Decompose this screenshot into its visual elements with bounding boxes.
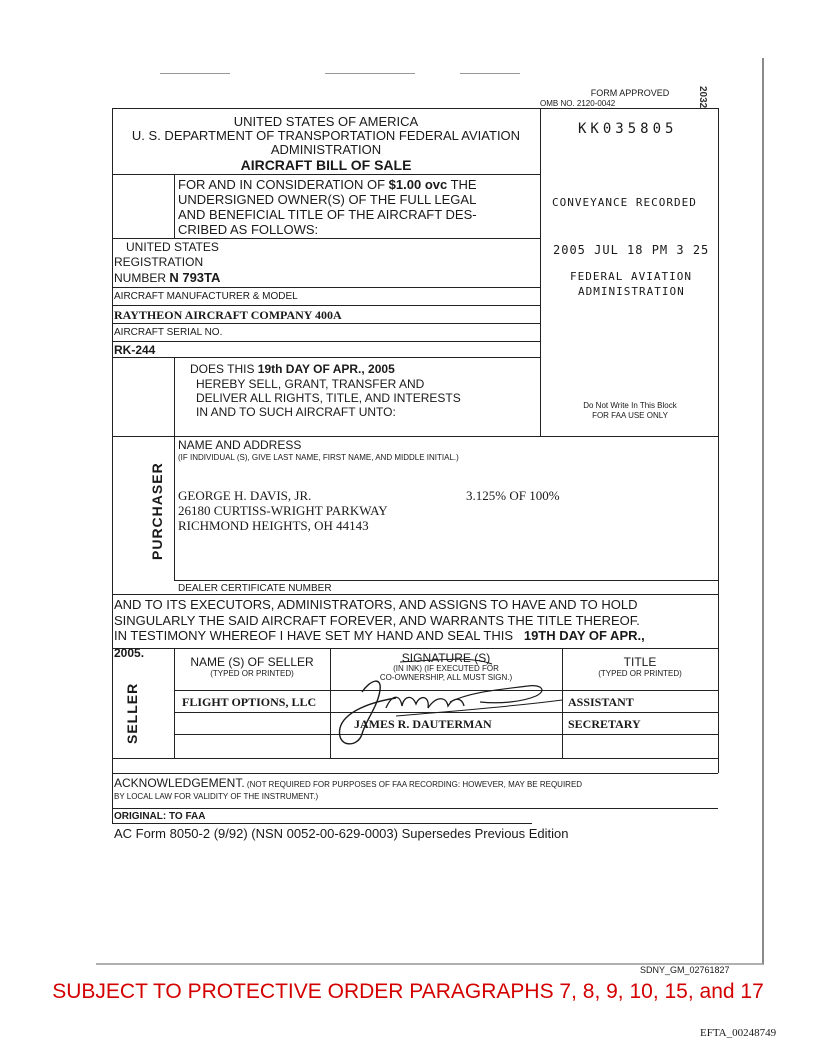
sale-clause-line-1: [190, 362, 395, 376]
consideration-amount: $1.00 ovc: [388, 177, 448, 192]
title-col-sub: (TYPED OR PRINTED): [598, 669, 682, 678]
scan-mark: [325, 73, 415, 74]
acknowledgement-note-2: BY LOCAL LAW FOR VALIDITY OF THE INSTRUMENT.): [114, 792, 319, 801]
agency-line-2: U. S. DEPARTMENT OF TRANSPORTATION FEDERAL AVIATION: [131, 128, 521, 143]
signature-col-sub-1: (IN INK) (IF EXECUTED FOR: [393, 664, 499, 673]
testimony-date: 19TH DAY OF APR.,: [523, 628, 645, 643]
form-approved-label: FORM APPROVED: [590, 88, 670, 98]
acknowledgement-line-1: [114, 776, 582, 790]
form-title: AIRCRAFT BILL OF SALE: [240, 157, 412, 173]
registration-label-3: NUMBER: [114, 271, 170, 285]
sale-clause-line-3: DELIVER ALL RIGHTS, TITLE, AND INTERESTS: [196, 391, 461, 405]
testimony-prefix: IN TESTIMONY WHEREOF I HAVE SET MY HAND AND SEAL THIS: [114, 628, 513, 643]
side-code: 2032: [697, 86, 708, 109]
handwritten-signature: [300, 650, 580, 755]
signature-col-sub-2: CO-OWNERSHIP, ALL MUST SIGN.): [379, 673, 513, 682]
purchaser-share: 3.125% OF 100%: [466, 488, 560, 503]
consideration-line-1: [178, 177, 477, 192]
consideration-line-3: AND BENEFICIAL TITLE OF THE AIRCRAFT DES-: [178, 207, 477, 222]
sale-clause-line-2: HEREBY SELL, GRANT, TRANSFER AND: [196, 377, 425, 391]
purchaser-name: GEORGE H. DAVIS, JR.: [178, 488, 312, 503]
purchaser-name-hint: (IF INDIVIDUAL (S), GIVE LAST NAME, FIRST NAME, AND MIDDLE INITIAL.): [178, 453, 459, 462]
agency-line-1: UNITED STATES OF AMERICA: [233, 114, 419, 129]
signature-col-header: SIGNATURE (S): [401, 651, 491, 665]
purchaser-name-label: NAME AND ADDRESS: [178, 438, 302, 452]
dealer-certificate-label: DEALER CERTIFICATE NUMBER: [178, 583, 332, 594]
protective-order-notice: SUBJECT TO PROTECTIVE ORDER PARAGRAPHS 7, 8, 9, 10, 15, and 17: [52, 980, 764, 1003]
manufacturer-value: RAYTHEON AIRCRAFT COMPANY 400A: [114, 308, 342, 322]
faa-block-line-2: FOR FAA USE ONLY: [592, 411, 668, 420]
acknowledgement-label: ACKNOWLEDGEMENT.: [114, 776, 245, 790]
serial-value: RK-244: [114, 343, 156, 357]
stamp-faa-line-1: FEDERAL AVIATION: [570, 270, 692, 283]
manufacturer-label: AIRCRAFT MANUFACTURER & MODEL: [114, 291, 298, 302]
registration-label-2: REGISTRATION: [114, 255, 204, 269]
original-to-faa: ORIGINAL: TO FAA: [114, 811, 206, 822]
omb-number: OMB NO. 2120-0042: [540, 99, 616, 108]
purchaser-address-2: RICHMOND HEIGHTS, OH 44143: [178, 518, 369, 533]
consideration-line-4: CRIBED AS FOLLOWS:: [178, 222, 319, 237]
seller-name-col-sub: (TYPED OR PRINTED): [210, 669, 294, 678]
acknowledgement-note-1: (NOT REQUIRED FOR PURPOSES OF FAA RECORDING: HOWEVER, MAY BE REQUIRED: [244, 780, 583, 789]
purchaser-address-1: 26180 CURTISS-WRIGHT PARKWAY: [178, 503, 388, 518]
signer-title-line-1: ASSISTANT: [568, 695, 634, 709]
seller-name: FLIGHT OPTIONS, LLC: [182, 695, 317, 709]
registration-label-1: UNITED STATES: [126, 240, 219, 254]
sale-clause-line-4: IN AND TO SUCH AIRCRAFT UNTO:: [196, 405, 396, 419]
bates-number: SDNY_GM_02761827: [640, 965, 730, 975]
document-number: KK035805: [578, 121, 678, 137]
scan-mark: [160, 73, 230, 74]
warranty-line-2: SINGULARLY THE SAID AIRCRAFT FOREVER, AND WARRANTS THE TITLE THEREOF.: [114, 613, 640, 628]
sale-clause-prefix: DOES THIS: [190, 362, 258, 376]
consideration-suffix: THE: [447, 177, 477, 192]
signer-title-line-2: SECRETARY: [568, 717, 641, 731]
seller-name-col-header: NAME (S) OF SELLER: [190, 655, 314, 669]
testimony-line: [114, 628, 645, 643]
testimony-year: 2005.: [114, 646, 145, 660]
efta-number: EFTA_00248749: [700, 1027, 777, 1039]
form-identifier: AC Form 8050-2 (9/92) (NSN 0052-00-629-0003) Supersedes Previous Edition: [114, 826, 569, 841]
warranty-line-1: AND TO ITS EXECUTORS, ADMINISTRATORS, AND ASSIGNS TO HAVE AND TO HOLD: [114, 597, 638, 612]
title-col-header: TITLE: [623, 655, 657, 669]
sale-date: 19th DAY OF APR., 2005: [257, 362, 395, 376]
stamp-faa-line-2: ADMINISTRATION: [578, 285, 685, 298]
serial-label: AIRCRAFT SERIAL NO.: [114, 327, 223, 338]
recording-date-stamp: 2005 JUL 18 PM 3 25: [553, 243, 710, 257]
agency-line-3: ADMINISTRATION: [270, 142, 382, 157]
purchaser-side-label: PURCHASER: [149, 462, 165, 560]
scan-mark: [460, 73, 520, 74]
consideration-line-2: UNDERSIGNED OWNER(S) OF THE FULL LEGAL: [178, 192, 477, 207]
consideration-prefix: FOR AND IN CONSIDERATION OF: [178, 177, 389, 192]
signer-name: JAMES R. DAUTERMAN: [354, 717, 492, 731]
conveyance-recorded-stamp: CONVEYANCE RECORDED: [552, 196, 697, 209]
seller-side-label: SELLER: [124, 682, 140, 744]
faa-block-line-1: Do Not Write In This Block: [583, 401, 677, 410]
registration-number: N 793TA: [169, 270, 221, 285]
registration-number-row: [114, 270, 220, 285]
